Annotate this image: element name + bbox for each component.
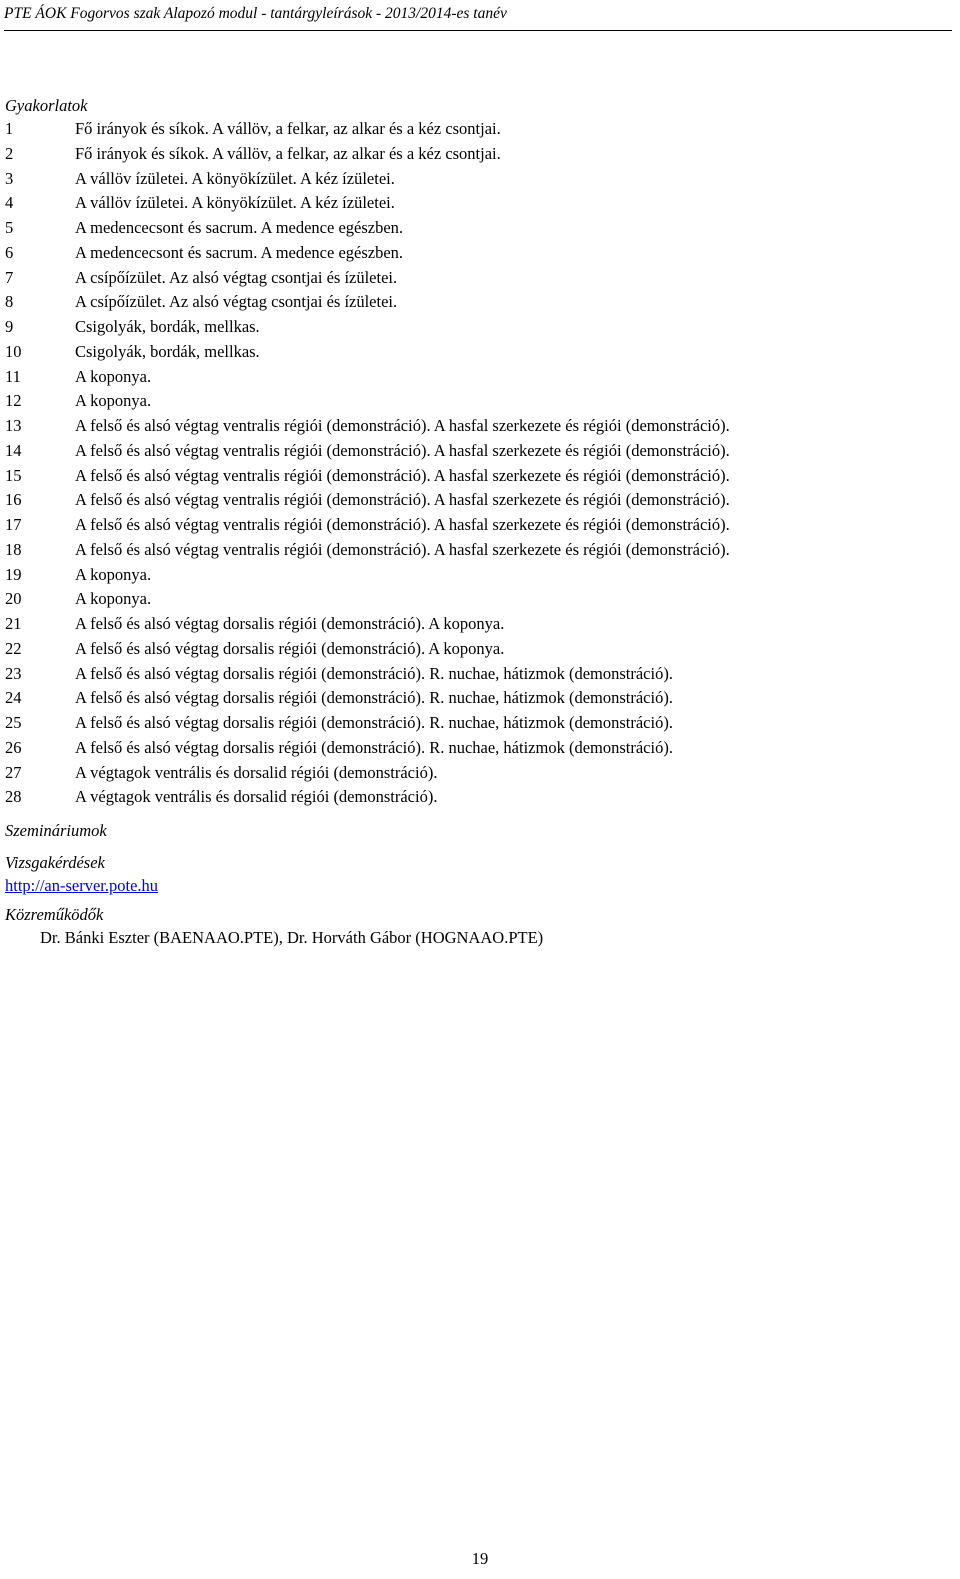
- page-header: [4, 4, 952, 31]
- schedule-row: [5, 736, 945, 761]
- schedule-row: [5, 711, 945, 736]
- session-topic: A felső és alsó végtag ventralis régiói (demonstráció). A hasfal szerkezete és régiói (demonstráció).: [75, 440, 730, 460]
- session-topic: A felső és alsó végtag ventralis régiói (demonstráció). A hasfal szerkezete és régiói (demonstráció).: [75, 490, 730, 510]
- session-topic: A koponya.: [75, 589, 152, 609]
- document-body: [5, 95, 945, 950]
- session-topic: A medencecsont és sacrum. A medence egészben.: [75, 242, 404, 262]
- schedule-row: [5, 290, 945, 315]
- schedule-row: [5, 612, 945, 637]
- session-number: 17: [5, 515, 22, 534]
- session-number: 22: [5, 638, 22, 658]
- schedule-row: [5, 167, 945, 192]
- session-number: 6: [5, 242, 14, 262]
- session-topic: A felső és alsó végtag ventralis régiói (demonstráció). A hasfal szerkezete és régiói (demonstráció).: [75, 465, 730, 485]
- schedule-row: [5, 241, 945, 266]
- session-topic: A végtagok ventrális és dorsalid régiói (demonstráció).: [75, 762, 438, 782]
- session-topic: A felső és alsó végtag dorsalis régiói (demonstráció). R. nuchae, hátizmok (demonstráció).: [75, 737, 673, 757]
- session-number: 15: [5, 465, 22, 485]
- contributors-heading: Közreműködők: [5, 905, 104, 924]
- session-number: 25: [5, 713, 22, 732]
- schedule-row: [5, 266, 945, 291]
- session-number: 9: [5, 317, 14, 336]
- schedule-row: [5, 563, 945, 588]
- seminars-heading: Szemináriumok: [5, 821, 107, 840]
- session-topic: Fő irányok és síkok. A vállöv, a felkar, az alkar és a kéz csontjai.: [75, 119, 501, 138]
- session-number: 13: [5, 416, 22, 435]
- schedule-row: [5, 315, 945, 340]
- session-number: 8: [5, 292, 14, 312]
- schedule-row: [5, 587, 945, 612]
- session-topic: A végtagok ventrális és dorsalid régiói (demonstráció).: [75, 787, 438, 807]
- session-topic: A felső és alsó végtag ventralis régiói (demonstráció). A hasfal szerkezete és régiói (demonstráció).: [75, 416, 730, 435]
- schedule-row: [5, 414, 945, 439]
- schedule-row: [5, 488, 945, 513]
- schedule-row: [5, 365, 945, 390]
- schedule-row: [5, 191, 945, 216]
- session-topic: A felső és alsó végtag dorsalis régiói (demonstráció). R. nuchae, hátizmok (demonstráció).: [75, 688, 673, 708]
- session-topic: A csípőízület. Az alsó végtag csontjai és ízületei.: [75, 292, 398, 312]
- practicals-heading: Gyakorlatok: [5, 96, 88, 115]
- session-topic: A felső és alsó végtag dorsalis régiói (demonstráció). A koponya.: [75, 614, 505, 633]
- session-topic: A koponya.: [75, 366, 152, 386]
- session-number: 28: [5, 787, 22, 807]
- schedule-row: [5, 686, 945, 711]
- session-topic: A felső és alsó végtag ventralis régiói (demonstráció). A hasfal szerkezete és régiói (demonstráció).: [75, 539, 730, 559]
- schedule-row: [5, 464, 945, 489]
- contributors-names: Dr. Bánki Eszter (BAENAAO.PTE), Dr. Horváth Gábor (HOGNAAO.PTE): [40, 928, 544, 947]
- schedule-row: [5, 439, 945, 464]
- practicals-schedule: [5, 117, 945, 810]
- session-topic: Fő irányok és síkok. A vállöv, a felkar, az alkar és a kéz csontjai.: [75, 143, 501, 163]
- session-topic: A vállöv ízületei. A könyökízület. A kéz ízületei.: [75, 168, 395, 188]
- session-topic: A csípőízület. Az alsó végtag csontjai és ízületei.: [75, 267, 398, 287]
- header-title: PTE ÁOK Fogorvos szak Alapozó modul - tantárgyleírások - 2013/2014-es tanév: [4, 5, 507, 22]
- schedule-row: [5, 513, 945, 538]
- session-number: 21: [5, 614, 22, 633]
- session-number: 18: [5, 539, 22, 559]
- session-number: 14: [5, 440, 22, 460]
- session-number: 12: [5, 391, 22, 411]
- schedule-row: [5, 662, 945, 687]
- session-topic: A koponya.: [75, 391, 152, 411]
- session-number: 1: [5, 119, 14, 138]
- session-number: 26: [5, 737, 22, 757]
- schedule-row: [5, 340, 945, 365]
- session-number: 2: [5, 143, 14, 163]
- schedule-row: [5, 761, 945, 786]
- session-number: 5: [5, 218, 14, 237]
- schedule-row: [5, 216, 945, 241]
- session-topic: A koponya.: [75, 564, 152, 584]
- schedule-row: [5, 785, 945, 810]
- schedule-row: [5, 142, 945, 167]
- schedule-row: [5, 637, 945, 662]
- session-topic: A felső és alsó végtag ventralis régiói (demonstráció). A hasfal szerkezete és régiói (demonstráció).: [75, 515, 730, 534]
- session-topic: A medencecsont és sacrum. A medence egészben.: [75, 218, 404, 237]
- session-number: 4: [5, 193, 14, 213]
- session-topic: A vállöv ízületei. A könyökízület. A kéz ízületei.: [75, 193, 395, 213]
- session-topic: A felső és alsó végtag dorsalis régiói (demonstráció). R. nuchae, hátizmok (demonstráció).: [75, 713, 673, 732]
- session-topic: A felső és alsó végtag dorsalis régiói (demonstráció). A koponya.: [75, 638, 505, 658]
- session-topic: Csigolyák, bordák, mellkas.: [75, 341, 260, 361]
- session-number: 7: [5, 267, 14, 287]
- session-number: 27: [5, 762, 22, 782]
- schedule-row: [5, 389, 945, 414]
- session-number: 19: [5, 564, 22, 584]
- session-number: 11: [5, 366, 21, 386]
- session-topic: A felső és alsó végtag dorsalis régiói (demonstráció). R. nuchae, hátizmok (demonstráció).: [75, 663, 673, 683]
- session-number: 16: [5, 490, 22, 510]
- schedule-row: [5, 117, 945, 142]
- session-number: 3: [5, 168, 14, 188]
- session-topic: Csigolyák, bordák, mellkas.: [75, 317, 260, 336]
- session-number: 23: [5, 663, 22, 683]
- exam-questions-heading: Vizsgakérdések: [5, 853, 105, 872]
- session-number: 10: [5, 341, 22, 361]
- schedule-row: [5, 538, 945, 563]
- session-number: 24: [5, 688, 22, 708]
- exam-questions-link[interactable]: http://an-server.pote.hu: [5, 876, 159, 895]
- session-number: 20: [5, 589, 22, 609]
- page-number: 19: [471, 1549, 489, 1568]
